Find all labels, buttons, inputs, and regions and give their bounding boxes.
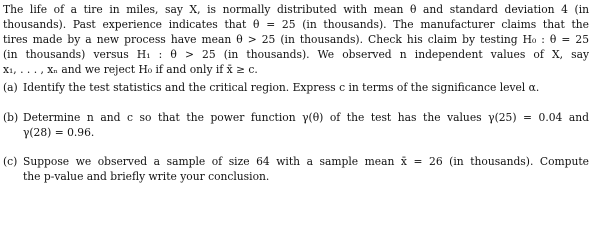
part-c-line-1: Suppose we observed a sample of size 64 with a sample mean x̄ = 26 (in thousands). Compute (23, 155, 589, 168)
intro-line-3: tires made by a new process have mean θ > 25 (in thousands). Check his claim by testing H₀ : θ = 25 (3, 33, 589, 46)
part-a-line-1: Identify the test statistics and the critical region. Express c in terms of the significance level α. (23, 81, 540, 94)
intro-line-2: thousands). Past experience indicates that θ = 25 (in thousands). The manufacturer claims that the (3, 18, 589, 31)
part-b-line-2: γ(28) = 0.96. (23, 126, 95, 139)
intro-line-5: x₁, . . . , xₙ and we reject H₀ if and only if x̄ ≥ c. (3, 63, 258, 76)
part-b-label: (b) (3, 111, 19, 124)
intro-line-1: The life of a tire in miles, say X, is normally distributed with mean θ and standard deviation 4 (in (3, 3, 589, 16)
intro-line-4: (in thousands) versus H₁ : θ > 25 (in thousands). We observed n independent values of X, say (3, 48, 589, 61)
part-c-label: (c) (3, 155, 18, 168)
part-b-line-1: Determine n and c so that the power function γ(θ) of the test has the values γ(25) = 0.04 and (23, 111, 589, 124)
part-c-line-2: the p-value and briefly write your conclusion. (23, 170, 270, 183)
part-a-label: (a) (3, 81, 18, 94)
